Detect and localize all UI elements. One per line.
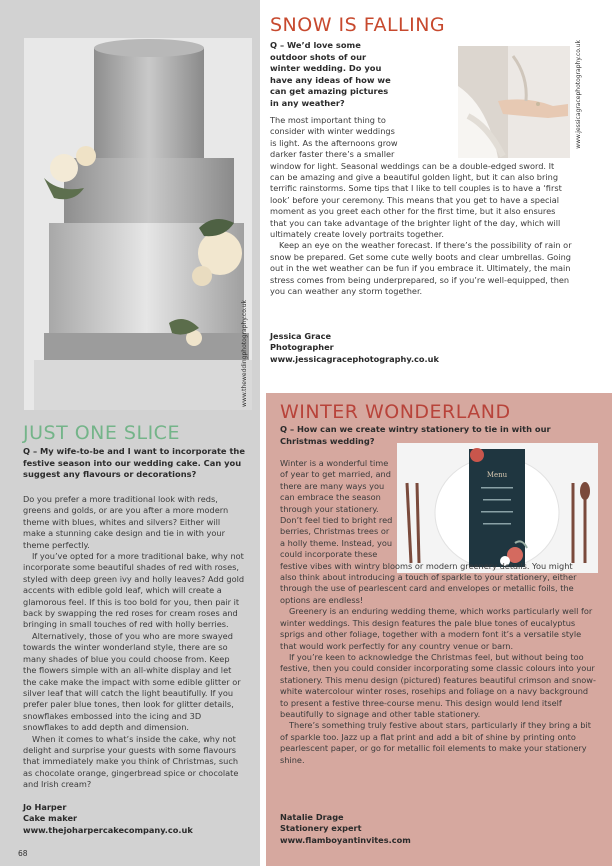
slice-paragraph: Do you prefer a more traditional look with reds, greens and golds, or are you after a more modern theme with blues, whites and silvers? Either will make a stunning cake design and tie in with your theme perfectly. — [23, 494, 229, 550]
winter-line: could incorporate these — [280, 549, 378, 560]
snow-line: snow be prepared. Get some cute welly boots and clear umbrellas. Going — [270, 251, 571, 262]
winter-paragraph: If you’re keen to acknowledge the Christmas feel, but without being too festive, then you could consider incorporating some classic colours into your stationery. This menu design (pictured) features beautiful crimson and snow-white watercolour winter roses, rosehips and foliage on a navy background to present a festive three-course menu. This design would lend itself beautifully to signage and other table stationery. — [280, 651, 596, 719]
winter-line: of year to get married, and — [280, 469, 391, 480]
snow-role: Photographer — [270, 342, 334, 353]
slice-body — [23, 494, 245, 791]
snow-line: consider with winter weddings — [270, 126, 395, 137]
winter-line: Don’t feel tied to bright red — [280, 515, 393, 526]
snow-line: moment as you greet each other for the first time, but it also ensures — [270, 206, 556, 217]
menu-card-text: Menu — [486, 471, 508, 479]
winter-body — [280, 458, 598, 766]
snow-line: can be amazing and give a beautiful golden light, but it can also bring — [270, 172, 559, 183]
winter-signature — [280, 812, 411, 846]
page-number: 68 — [18, 849, 28, 858]
slice-paragraph: Alternatively, those of you who are more swayed towards the winter wonderland style, there are so many shades of blue you could choose from. Keep the flowers simple with an all-white display and let the cake make the impact with some edible glitter or silver leaf that will catch the light beautifully. If you prefer paler blue tones, then look for glitter details, snowflakes embossed into the icing and 3D snowflakes to add depth and dimension. — [23, 630, 241, 733]
winter-line: can embrace the season — [280, 492, 381, 503]
winter-paragraph: Greenery is an enduring wedding theme, which works particularly well for winter weddings. This design features the pale blue tones of eucalyptus sprigs and other foliage, together with a modern font it’s a versatile style that would work perfectly for any country venue or barn. — [280, 606, 593, 651]
winter-paragraph: There’s something truly festive about stars, particularly if they bring a bit of sparkle too. Jazz up a flat print and add a bit of shine by printing onto pearlescent paper, or go for metallic foil elements to make your stationery shine. — [280, 720, 591, 765]
snow-line: you can weather any storm together. — [270, 286, 423, 297]
snow-signature — [270, 331, 439, 365]
snow-line: terrific rainstorms. Some tips that I like to tell couples is to have a ‘first — [270, 183, 562, 194]
snow-line: look’ before your ceremony. This means that you get to have a special — [270, 194, 560, 205]
snow-question: Q – We’d love some outdoor shots of our winter wedding. Do you have any ideas of how we can get amazing pictures in any weather? — [270, 40, 391, 108]
wedding-photo-credit: www.jessicagracephotography.co.uk — [575, 40, 582, 149]
snow-line: window for light. Seasonal weddings can be a double-edged sword. It — [270, 160, 555, 171]
slice-role: Cake maker — [23, 813, 78, 824]
snow-line: that you can take advantage of the brighter light of the day, which will — [270, 217, 561, 228]
snow-para2 — [270, 240, 584, 297]
winter-line: through your stationery. — [280, 503, 379, 514]
winter-line: also think about introducing a touch of sparkle to your stationery, either — [280, 572, 577, 583]
slice-website[interactable]: www.thejoharpercakecompany.co.uk — [23, 824, 193, 835]
winter-question: Q – How can we create wintry stationery to tie in with our Christmas wedding? — [280, 424, 551, 446]
snow-body — [270, 115, 584, 298]
winter-line: options are endless! — [280, 594, 364, 605]
winter-line: Winter is a wonderful time — [280, 458, 389, 468]
winter-role: Stationery expert — [280, 823, 362, 834]
cake-photo-credit: www.theweddingphotography.co.uk — [241, 300, 248, 407]
winter-line: there are many ways you — [280, 480, 385, 491]
slice-question: Q – My wife-to-be and I want to incorporate the festive season into our wedding cake. Can you suggest any flavours or decorations? — [23, 446, 245, 479]
slice-paragraph: When it comes to what’s inside the cake, why not delight and surprise your guests with some flavours that immediately make you think of Christmas, such as chocolate orange, gingerbread spice or chocolate and Irish cream? — [23, 733, 239, 790]
winter-line: through the use of pearlescent card and envelopes or metallic foils, the — [280, 583, 574, 594]
snow-website[interactable]: www.jessicagracephotography.co.uk — [270, 353, 439, 364]
slice-heading: JUST ONE SLICE — [23, 422, 180, 444]
slice-author: Jo Harper — [23, 802, 67, 812]
snow-line: The most important thing to — [270, 115, 386, 125]
slice-paragraph: If you’ve opted for a more traditional bake, why not incorporate some beautiful shades of red with roses, styled with deep green ivy and holly leaves? Add gold accents with edible gold leaf, which will create a glamorous feel. If this is too bold for you, then pair it back by swapping the red roses for cream roses and bringing in small touches of red with holly berries. — [23, 551, 245, 630]
winter-line: berries, Christmas trees or — [280, 526, 390, 537]
snow-line: out in the wet weather can be fun if you embrace it. Ultimately, the main — [270, 263, 571, 274]
snow-line: Keep an eye on the weather forecast. If there’s the possibility of rain or — [279, 240, 572, 251]
snow-line: ultimately create lovely portraits together. — [270, 229, 445, 240]
snow-heading: SNOW IS FALLING — [270, 14, 446, 36]
snow-author: Jessica Grace — [270, 331, 332, 341]
cake-photo — [24, 38, 252, 410]
slice-signature — [23, 802, 193, 836]
snow-line: stress comes from being underprepared, so if you’re well-equipped, then — [270, 274, 570, 285]
snow-line: is light. As the afternoons grow — [270, 137, 398, 148]
winter-para1 — [280, 458, 598, 606]
winter-author: Natalie Drage — [280, 812, 344, 822]
snow-line: darker faster there’s a smaller — [270, 149, 395, 160]
snow-para1 — [270, 115, 584, 240]
winter-line: festive vibes with wintry blooms or modern greenery details. You might — [280, 560, 573, 571]
winter-heading: WINTER WONDERLAND — [280, 401, 511, 423]
winter-website[interactable]: www.flamboyantinvites.com — [280, 834, 411, 845]
winter-line: a holly theme. Instead, you — [280, 537, 393, 548]
